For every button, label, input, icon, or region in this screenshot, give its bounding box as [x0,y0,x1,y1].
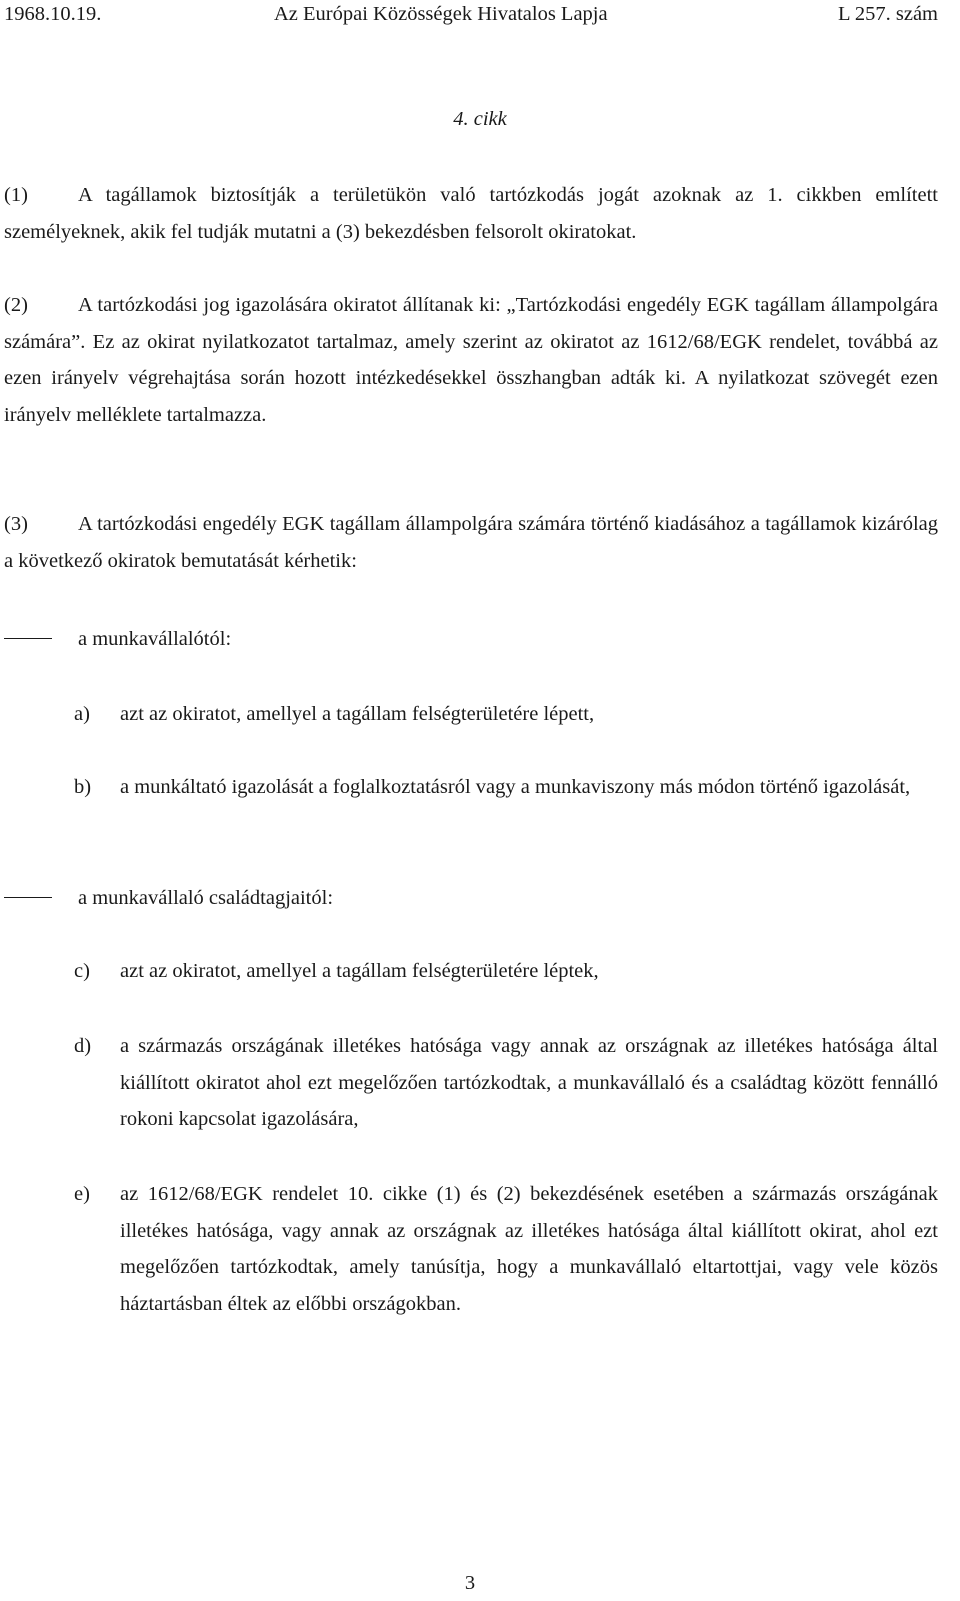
list-item-a [74,696,938,733]
article-title: 4. cikk [453,108,507,130]
list-item-d [74,1028,938,1138]
paragraph-text: A tagállamok biztosítják a területükön való tartózkodás jogát azoknak az 1. cikkben említett személyeknek, akik fel tudják mutatni a (3) bekezdésben felsorolt okiratokat. [4,184,938,243]
em-dash-mark [4,638,52,639]
page-header [4,3,938,29]
list-item-letter: a) [74,703,90,725]
list-item-letter: e) [74,1183,90,1205]
list-item-letter: d) [74,1035,92,1057]
list-item-c [74,953,938,990]
page-number: 3 [464,1572,476,1594]
list-item-b [74,769,938,806]
header-journal-title: Az Európai Közösségek Hivatalos Lapja [274,3,608,25]
list-item-text: azt az okiratot, amellyel a tagállam felségterületére léptek, [120,960,599,982]
dash-item-label: a munkavállalótól: [78,628,232,650]
dash-item-family-members [4,880,938,917]
paragraph-1 [4,177,938,250]
list-item-letter: c) [74,960,90,982]
paragraph-text: A tartózkodási engedély EGK tagállam állampolgára számára történő kiadásához a tagállamok kizárólag a következő okiratok bemutatását kérhetik: [4,513,938,572]
list-item-text: a származás országának illetékes hatósága vagy annak az országnak az illetékes hatósága által kiállított okiratot ahol ezt megelőzően tartózkodtak, a munkavállaló és a családtag között fennálló rokoni kapcsolat igazolására, [120,1035,938,1130]
em-dash-mark [4,897,52,898]
list-item-text: azt az okiratot, amellyel a tagállam felségterületére lépett, [120,703,595,725]
list-item-e [74,1176,938,1322]
paragraph-2 [4,287,938,433]
paragraph-number: (2) [4,294,28,316]
list-item-text: a munkáltató igazolását a foglalkoztatásról vagy a munkaviszony más módon történő igazolását, [120,776,911,798]
paragraph-3 [4,506,938,579]
list-item-letter: b) [74,776,92,798]
paragraph-number: (3) [4,513,28,535]
dash-item-label: a munkavállaló családtagjaitól: [78,887,334,909]
list-item-text: az 1612/68/EGK rendelet 10. cikke (1) és (2) bekezdésének esetében a származás országának illetékes hatósága, vagy annak az országnak az illetékes hatósága által kiállított okirat, ahol ezt megelőzően tartózkodtak, amely tanúsítja, hogy a munkavállaló eltartottjai, vagy vele közös háztartásban éltek az előbbi országokban. [120,1183,938,1315]
header-issue-number: L 257. szám [837,3,938,25]
paragraph-text: A tartózkodási jog igazolására okiratot állítanak ki: „Tartózkodási engedély EGK tagállam állampolgára számára”. Ez az okirat nyilatkozatot tartalmaz, amely szerint az okiratot az 1612/68/EGK rendelet, továbbá az ezen irányelv végrehajtása során hozott intézkedésekkel összhangban adták ki. A nyilatkozat szövegét ezen irányelv melléklete tartalmazza. [4,294,938,426]
dash-item-worker [4,621,938,658]
header-date: 1968.10.19. [4,3,102,25]
paragraph-number: (1) [4,184,28,206]
